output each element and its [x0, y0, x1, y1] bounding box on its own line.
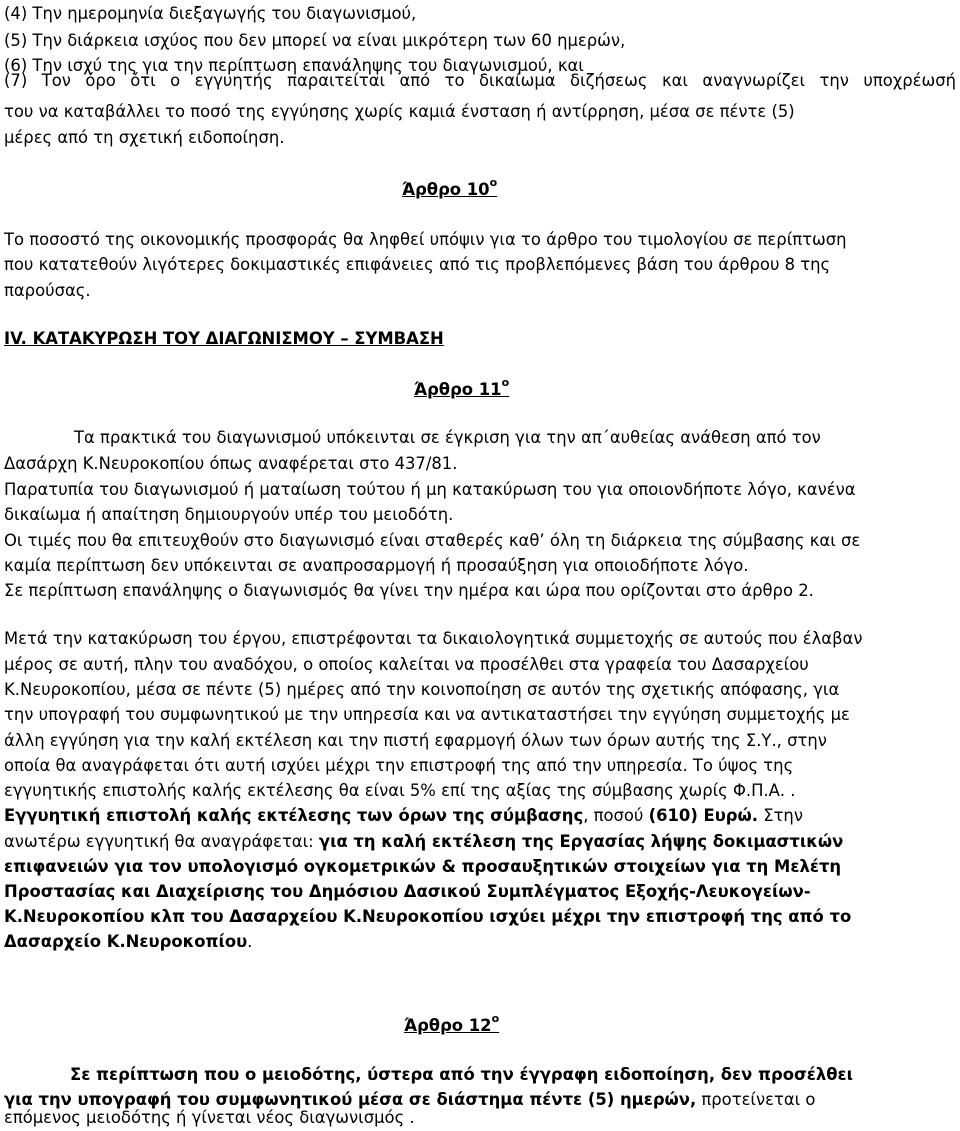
guarantee-bold-line-2: επιφανειών για τον υπολογισμό ογκομετρικών & προσαυξητικών στοιχείων για τη Μελέτη [4, 857, 842, 876]
article-11-line-1: Τα πρακτικά του διαγωνισμού υπόκεινται σε έγκριση για την απ΄αυθείας ανάθεση από τον [74, 428, 821, 447]
guarantee-normal-1: , ποσού [583, 806, 649, 825]
article-11-line-4: δικαίωμα ή απαίτηση δημιουργούν υπέρ του μειοδότη. [4, 505, 454, 524]
guarantee-final-normal: . [247, 932, 253, 951]
article-11-p2-line-3: Κ.Νευροκοπίου, μέσα σε πέντε (5) ημέρες από την κοινοποίηση σε αυτόν της σχετικής απόφασης, για [4, 680, 840, 699]
article-10-title: Άρθρο 10 [402, 180, 490, 199]
guarantee-text-line [4, 834, 843, 850]
intro-item-4: (4) Την ημερομηνία διεξαγωγής του διαγωνισμού, [4, 4, 417, 23]
article-11-p2-line-4: την υπογραφή του συμφωνητικού με την υπηρεσία και να αντικαταστήσει την εγγύηση συμμετοχής με [4, 705, 850, 724]
guarantee-bold-line-4: Κ.Νευροκοπίου κλπ του Δασαρχείου Κ.Νευροκοπίου ισχύει μέχρι την επιστροφή της από το [4, 907, 852, 926]
article-10-line-2: που κατατεθούν λιγότερες δοκιμαστικές επιφάνειες από τις προβλεπόμενες βάση του άρθρου 8 της [4, 255, 831, 274]
guarantee-amount: (610) Ευρώ. [648, 806, 758, 825]
article-11-p2-line-5: άλλη εγγύηση για την καλή εκτέλεση και την πιστή εφαρμογή όλων των όρων αυτής της Σ.Υ., στην [4, 731, 827, 750]
guarantee-final-bold: Δασαρχείο Κ.Νευροκοπίου [4, 932, 248, 951]
article-11-line-2: Δασάρχη Κ.Νευροκοπίου όπως αναφέρεται στο 437/81. [4, 454, 458, 473]
article-12-line-2 [4, 1092, 815, 1108]
article-10-sup: ο [489, 176, 498, 189]
guarantee-final-line [4, 934, 252, 950]
guarantee-bold-1: Εγγυητική επιστολή καλής εκτέλεσης των όρων της σύμβασης [4, 806, 584, 825]
article-12-title: Άρθρο 12 [404, 1016, 492, 1035]
guarantee-bold-line-3: Προστασίας και Διαχείρισης του Δημόσιου Δασικού Συμπλέγματος Εξοχής-Λευκογείων- [4, 882, 811, 901]
intro-item-7: (7) Τον όρο ότι ο εγγυητής παραιτείται από το δικαίωμα διζήσεως και αναγνωρίζει την υποχρέωσή [4, 71, 956, 90]
article-11-sup: ο [501, 376, 510, 389]
article-11-p2-line-6: οποία θα αναγράφεται ότι αυτή ισχύει μέχρι την επιστροφή της από την υπηρεσία. Το ύψος της [4, 756, 794, 775]
article-11-title: Άρθρο 11 [414, 380, 502, 399]
article-11-line-5: Οι τιμές που θα επιτευχθούν στο διαγωνισμό είναι σταθερές καθ’ όλη τη διάρκεια της σύμβασης και σε [4, 531, 861, 550]
article-12-line-1: Σε περίπτωση που ο μειοδότης, ύστερα από την έγγραφη ειδοποίηση, δεν προσέλθει [70, 1065, 854, 1084]
article-12-line-3: επόμενος μειοδότης ή γίνεται νέος διαγωνισμός . [4, 1108, 415, 1127]
guarantee-normal-2: Στην [758, 806, 803, 825]
article-11-line-7: Σε περίπτωση επανάληψης ο διαγωνισμός θα γίνει την ημέρα και ώρα που ορίζονται στο άρθρο 2. [4, 581, 814, 600]
article-12-line-2-normal: προτείνεται ο [696, 1090, 816, 1109]
intro-item-5: (5) Την διάρκεια ισχύος που δεν μπορεί να είναι μικρότερη των 60 ημερών, [4, 31, 626, 50]
article-11-heading [414, 376, 509, 399]
article-11-line-6: καμία περίπτωση δεν υπόκεινται σε αναπροσαρμογή ή προσαύξηση για οποιοδήποτε λόγο. [4, 556, 749, 575]
intro-item-7-cont-2: μέρες από τη σχετική ειδοποίηση. [4, 128, 285, 147]
guarantee-text-normal: ανωτέρω εγγυητική θα αναγράφεται: [4, 832, 319, 851]
article-12-line-2-bold: για την υπογραφή του συμφωνητικού μέσα σε διάστημα πέντε (5) ημερών, [4, 1090, 697, 1109]
article-11-p2-line-2: μέρος σε αυτή, πλην του αναδόχου, ο οποίος καλείται να προσέλθει στα γραφεία του Δασαρχείου [4, 655, 809, 674]
article-11-p2-line-7: εγγυητικής επιστολής καλής εκτέλεσης θα είναι 5% επί της αξίας της σύμβασης χωρίς Φ.Π.Α. . [4, 781, 796, 800]
intro-item-7-cont-1: του να καταβάλλει το ποσό της εγγύησης χωρίς καμιά ένσταση ή αντίρρηση, μέσα σε πέντε (5) [4, 102, 795, 121]
intro-item-6: (6) Την ισχύ της για την περίπτωση επανάληψης του διαγωνισμού, και [4, 56, 584, 75]
guarantee-line [4, 808, 803, 824]
article-11-line-3: Παρατυπία του διαγωνισμού ή ματαίωση τούτου ή μη κατακύρωση του για οποιονδήποτε λόγο, κανένα [4, 480, 856, 499]
guarantee-text-bold: για τη καλή εκτέλεση της Εργασίας λήψης δοκιμαστικών [318, 832, 844, 851]
article-12-sup: ο [491, 1012, 500, 1025]
article-10-heading [402, 176, 497, 199]
article-11-p2-line-1: Μετά την κατακύρωση του έργου, επιστρέφονται τα δικαιολογητικά συμμετοχής σε αυτούς που έλαβαν [4, 629, 863, 648]
article-10-line-3: παρούσας. [4, 281, 91, 300]
article-10-line-1: Το ποσοστό της οικονομικής προσφοράς θα ληφθεί υπόψιν για το άρθρο του τιμολογίου σε περίπτωση [4, 230, 847, 249]
section-iv-title: IV. ΚΑΤΑΚΥΡΩΣΗ ΤΟΥ ΔΙΑΓΩΝΙΣΜΟΥ – ΣΥΜΒΑΣΗ [4, 329, 444, 348]
article-12-heading [404, 1012, 499, 1035]
